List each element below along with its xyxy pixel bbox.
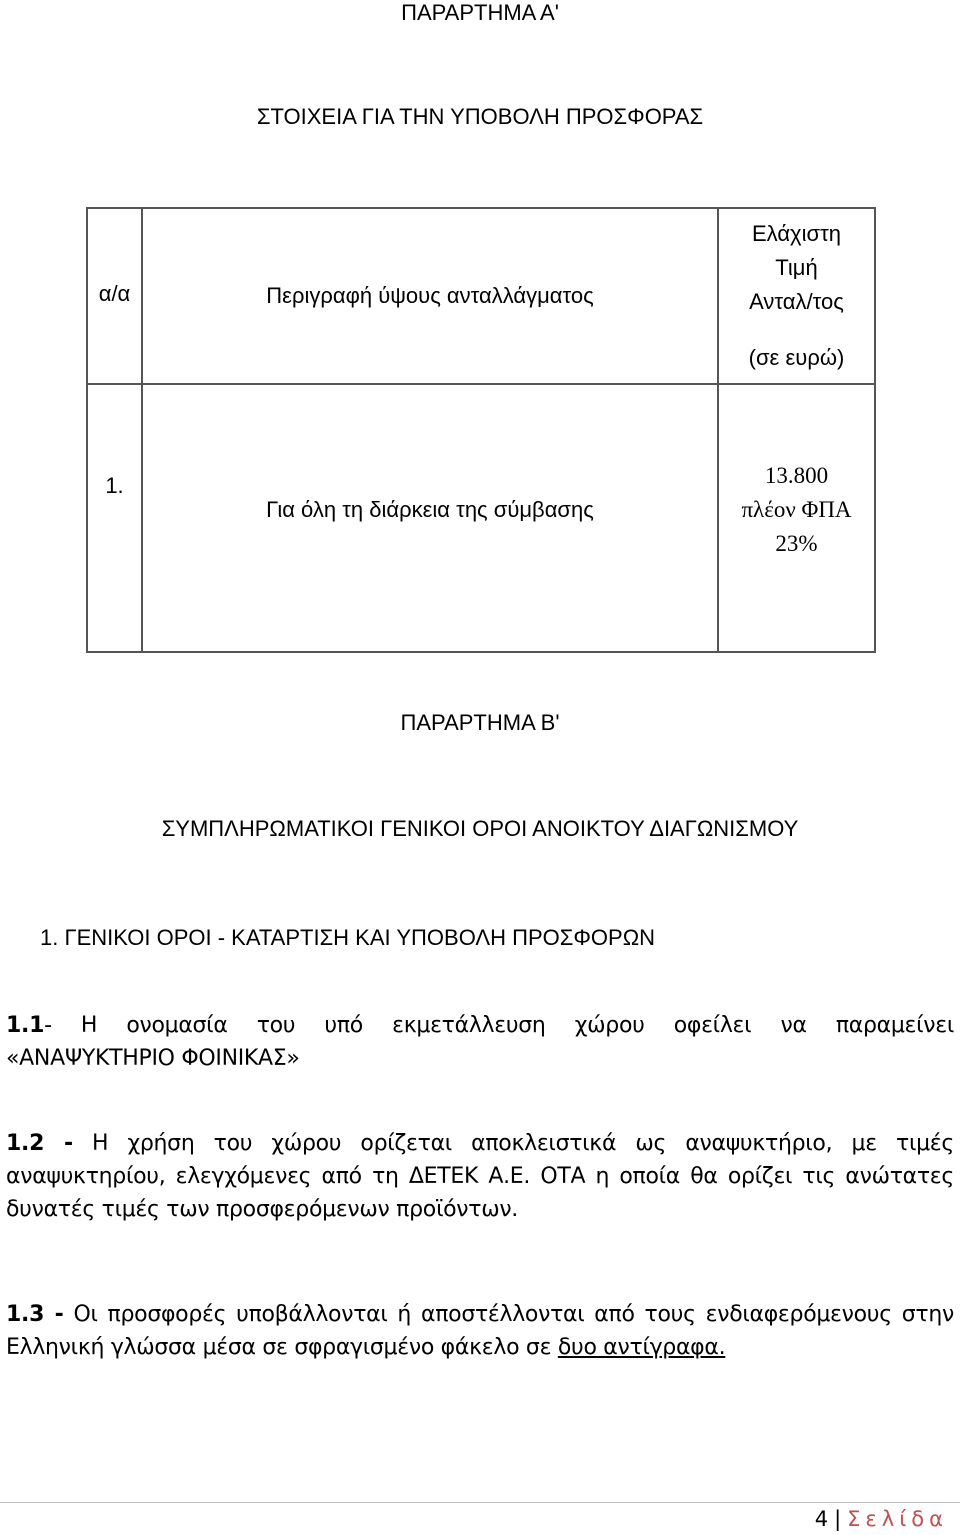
page-footer xyxy=(815,1507,948,1531)
clause-1-3-underlined-text: δυο αντίγραφα. xyxy=(557,1335,726,1360)
section-title: 1. ΓΕΝΙΚΟΙ ΟΡΟΙ - ΚΑΤΑΡΤΙΣΗ ΚΑΙ ΥΠΟΒΟΛΗ ΠΡΟΣΦΟΡΩΝ xyxy=(40,925,656,950)
header-price-unit: (σε ευρώ) xyxy=(748,345,845,370)
header-cell-description xyxy=(142,208,718,384)
header-price-line-1: Ελάχιστη xyxy=(752,221,841,246)
annex-b-title: ΠΑΡΑΡΤΗΜΑ Β' xyxy=(400,710,560,735)
header-price-line-3: Ανταλ/τος xyxy=(749,289,844,314)
row-number-cell xyxy=(87,384,142,652)
row-price xyxy=(719,459,874,561)
clause-1-3-text: Οι προσφορές υποβάλλονται ή αποστέλλονται από τους ενδιαφερόμενους στην xyxy=(73,1302,954,1327)
row-price-cell xyxy=(718,384,875,652)
row-price-amount: 13.800 xyxy=(764,463,829,488)
clause-1-3-line-2 xyxy=(6,1331,954,1364)
page-number: 4 xyxy=(814,1507,829,1531)
annex-a-title: ΠΑΡΑΡΤΗΜΑ Α' xyxy=(401,0,559,25)
clause-1-1 xyxy=(6,1009,954,1075)
header-cell-number xyxy=(87,208,142,384)
header-cell-price xyxy=(718,208,875,384)
footer-separator: | xyxy=(834,1507,842,1531)
header-price-line-2: Τιμή xyxy=(775,255,818,280)
row-price-vat-note: πλέον ΦΠΑ xyxy=(741,497,852,522)
clause-1-2-number: 1.2 - xyxy=(6,1131,73,1156)
header-number-label: α/α xyxy=(98,281,131,306)
clause-1-2-line-2: αναψυκτηρίου, ελεγχόμενες από τη ΔΕΤΕΚ Α.Ε. ΟΤΑ η οποία θα ορίζει τις ανώτατες xyxy=(6,1164,954,1189)
table-header-row xyxy=(87,208,875,384)
clause-1-1-line-2: «ΑΝΑΨΥΚΤΗΡΙΟ ΦΟΙΝΙΚΑΣ» xyxy=(6,1046,300,1071)
clause-1-2-line-1 xyxy=(6,1127,954,1160)
footer-divider xyxy=(0,1502,960,1503)
clause-1-1-text: - Η ονομασία του υπό εκμετάλλευση χώρου οφείλει να παραμείνει xyxy=(44,1013,954,1038)
header-description-label: Περιγραφή ύψους ανταλλάγματος xyxy=(266,283,594,308)
clause-1-3 xyxy=(6,1298,954,1364)
clause-1-2-line-3: δυνατές τιμές των προσφερόμενων προϊόντων. xyxy=(6,1197,518,1222)
row-description-cell xyxy=(142,384,718,652)
row-description: Για όλη τη διάρκεια της σύμβασης xyxy=(266,497,594,522)
header-price-label xyxy=(719,217,874,375)
clause-1-2 xyxy=(6,1127,954,1226)
table-row xyxy=(87,384,875,652)
annex-b-subtitle: ΣΥΜΠΛΗΡΩΜΑΤΙΚΟΙ ΓΕΝΙΚΟΙ ΟΡΟΙ ΑΝΟΙΚΤΟΥ ΔΙΑΓΩΝΙΣΜΟΥ xyxy=(161,816,799,841)
row-number: 1. xyxy=(105,473,124,498)
clause-1-1-number: 1.1 xyxy=(6,1013,45,1038)
clause-1-1-line-1 xyxy=(6,1009,954,1042)
clause-1-3-line-1 xyxy=(6,1298,954,1331)
annex-a-subtitle: ΣΤΟΙΧΕΙΑ ΓΙΑ ΤΗΝ ΥΠΟΒΟΛΗ ΠΡΟΣΦΟΡΑΣ xyxy=(256,104,704,129)
row-price-vat-rate: 23% xyxy=(775,531,818,556)
clause-1-3-number: 1.3 - xyxy=(6,1302,64,1327)
clause-1-2-text: Η χρήση του χώρου ορίζεται αποκλειστικά ως αναψυκτήριο, με τιμές xyxy=(92,1131,954,1156)
offer-table xyxy=(86,207,876,653)
clause-1-3-text-2: Ελληνική γλώσσα μέσα σε σφραγισμένο φάκελο σε xyxy=(6,1335,558,1360)
footer-page-word: Σελίδα xyxy=(847,1507,948,1531)
